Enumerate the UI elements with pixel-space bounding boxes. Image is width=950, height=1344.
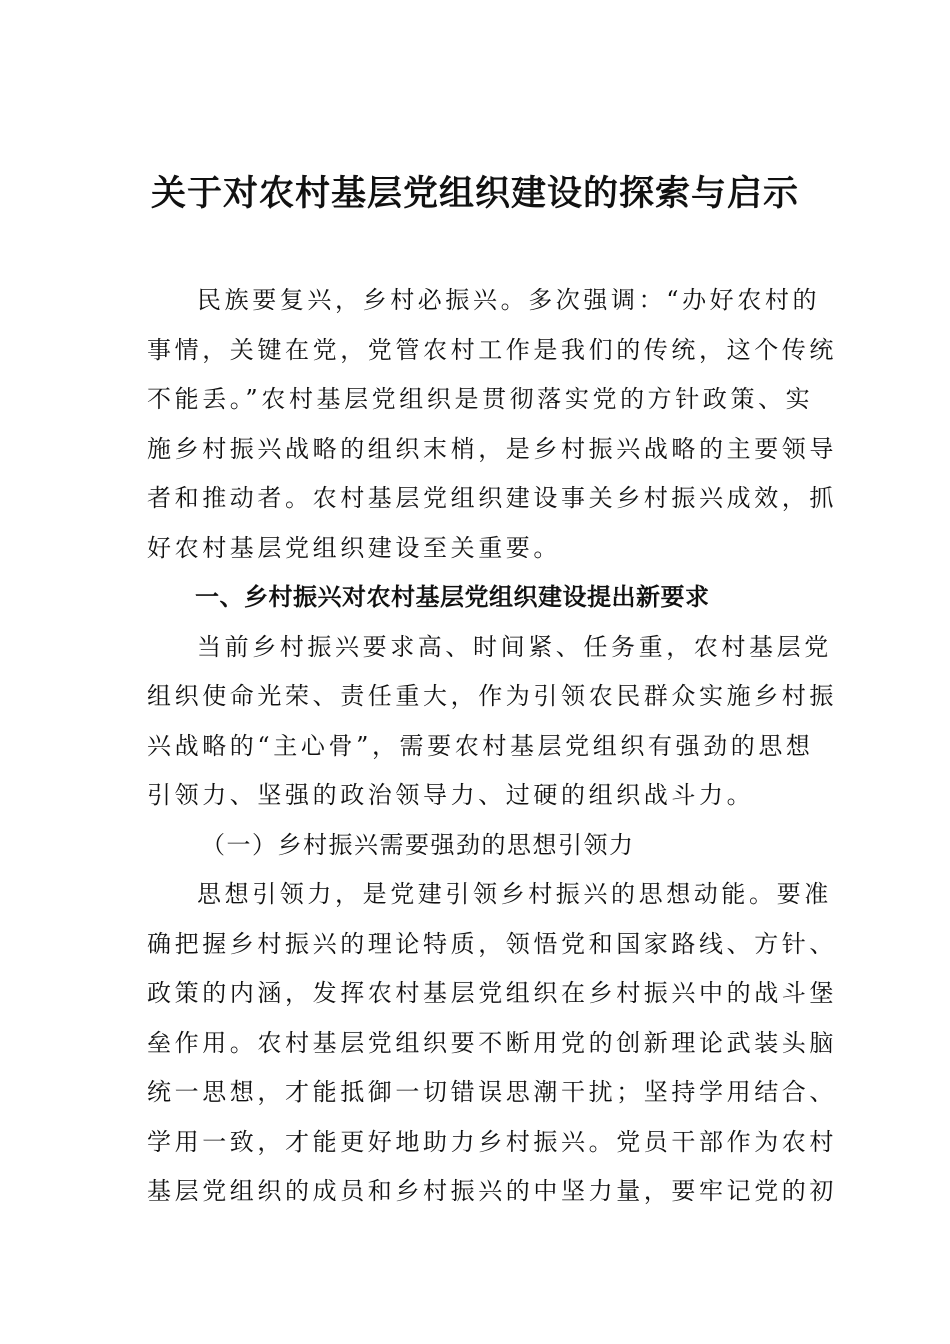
text-line: 民族要复兴，乡村必振兴。多次强调：“办好农村的 <box>197 286 821 314</box>
document-body <box>147 276 837 1217</box>
text-line: 引领力、坚强的政治领导力、过硬的组织战斗力。 <box>147 781 755 809</box>
text-line: 施乡村振兴战略的组织末梢，是乡村振兴战略的主要领导 <box>147 434 837 463</box>
text-line: 当前乡村振兴要求高、时间紧、任务重，农村基层党 <box>197 632 832 661</box>
text-line: 学用一致，才能更好地助力乡村振兴。党员干部作为农村 <box>147 1127 837 1156</box>
document-title: 关于对农村基层党组织建设的探索与启示 <box>150 173 799 214</box>
subsection-heading: （一）乡村振兴需要强劲的思想引领力 <box>201 830 635 859</box>
text-line: 好农村基层党组织建设至关重要。 <box>147 533 561 562</box>
text-line: 政策的内涵，发挥农村基层党组织在乡村振兴中的战斗堡 <box>147 979 837 1007</box>
text-line: 基层党组织的成员和乡村振兴的中坚力量，要牢记党的初 <box>147 1177 837 1205</box>
text-line: 垒作用。农村基层党组织要不断用党的创新理论武装头脑 <box>147 1028 837 1057</box>
text-line: 兴战略的“主心骨”，需要农村基层党组织有强劲的思想 <box>147 731 814 760</box>
text-line: 事情，关键在党，党管农村工作是我们的传统，这个传统 <box>147 335 837 364</box>
text-line: 确把握乡村振兴的理论特质，领悟党和国家路线、方针、 <box>147 929 837 958</box>
text-line: 不能丢。”农村基层党组织是贯彻落实党的方针政策、实 <box>147 385 814 413</box>
section-heading: 一、乡村振兴对农村基层党组织建设提出新要求 <box>195 583 710 611</box>
text-line: 组织使命光荣、责任重大，作为引领农民群众实施乡村振 <box>147 682 837 710</box>
intro-paragraph <box>147 276 837 573</box>
subsection-paragraph <box>147 870 837 1217</box>
text-line: 思想引领力，是党建引领乡村振兴的思想动能。要准 <box>197 880 832 908</box>
text-line: 者和推动者。农村基层党组织建设事关乡村振兴成效，抓 <box>147 484 837 512</box>
section-paragraph <box>147 623 837 821</box>
text-line: 统一思想，才能抵御一切错误思潮干扰；坚持学用结合、 <box>147 1078 837 1106</box>
